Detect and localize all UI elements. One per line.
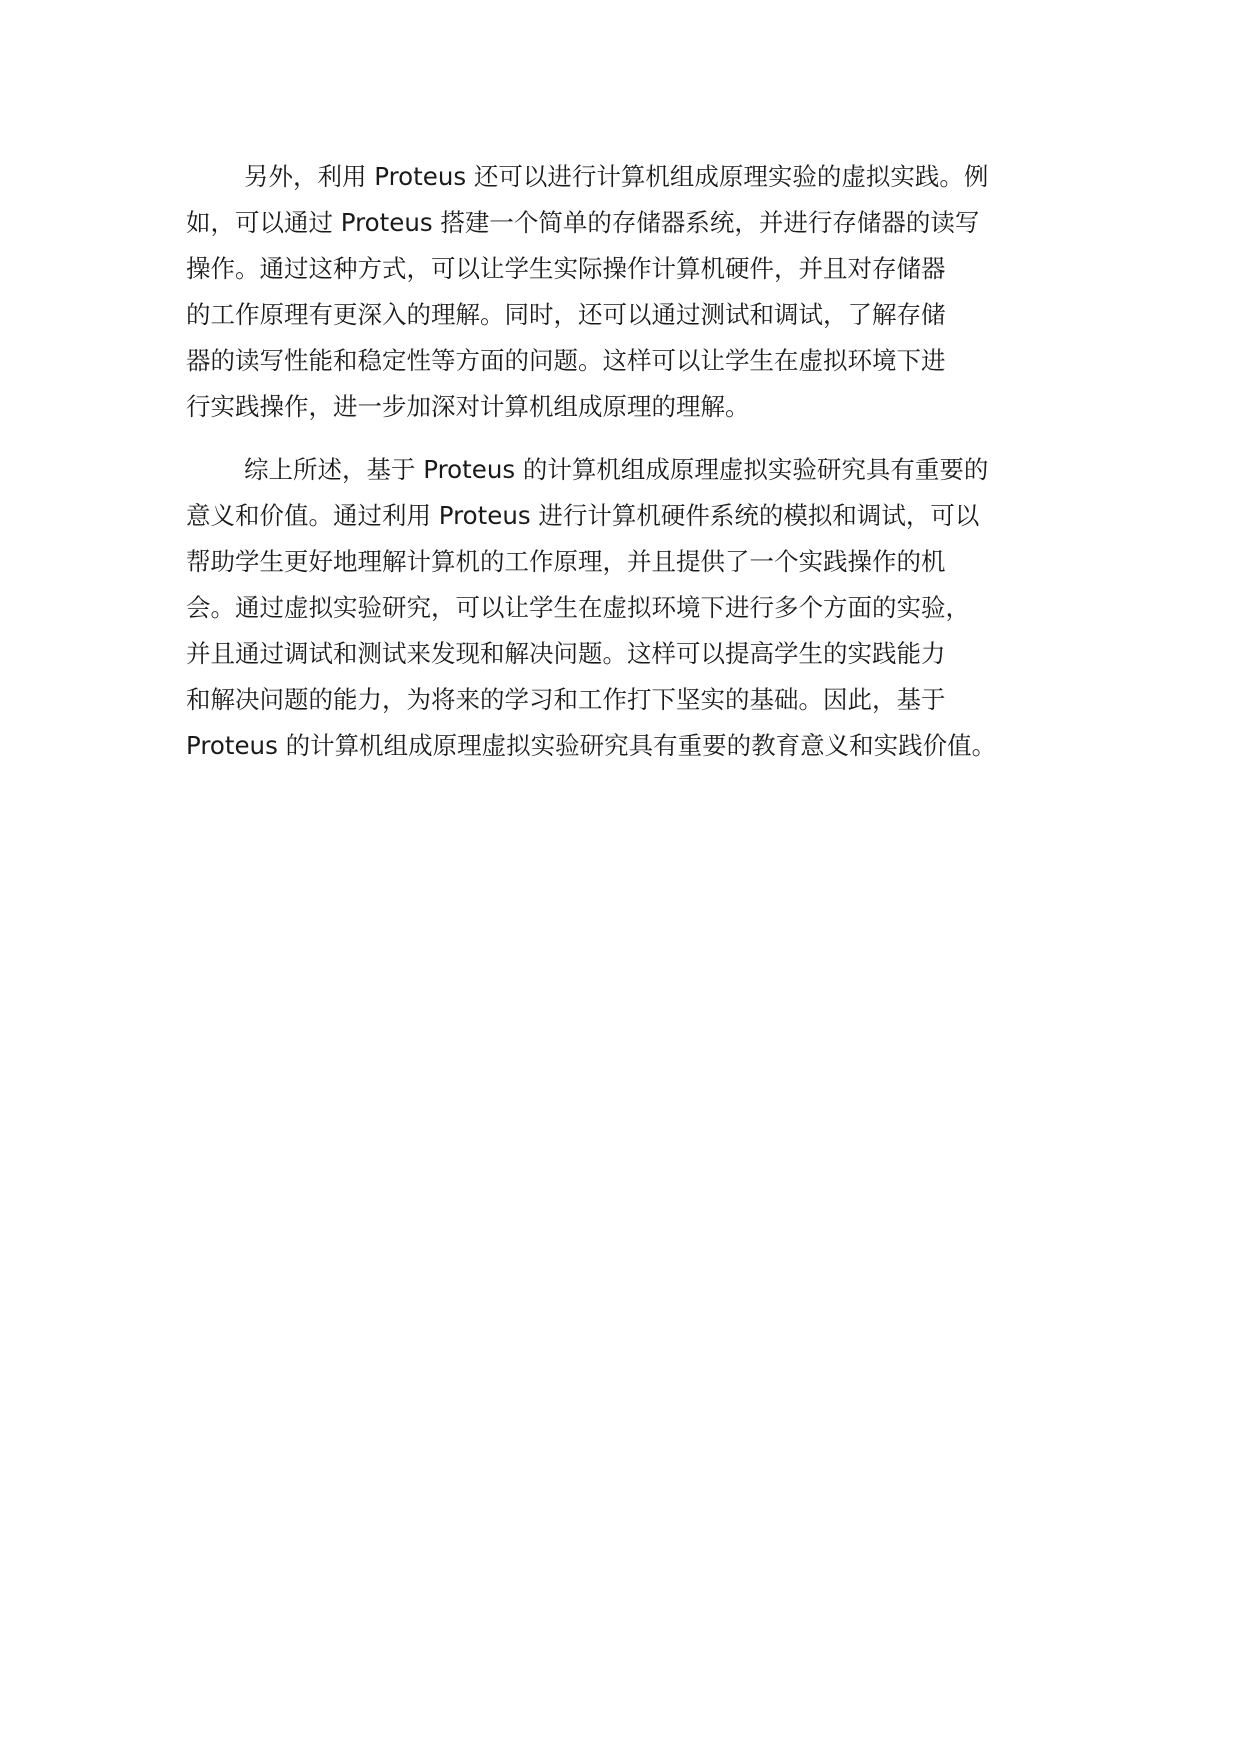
text-line: 意义和价值。通过利用 Proteus 进行计算机硬件系统的模拟和调试，可以 (186, 501, 980, 530)
text-line: 另外，利用 Proteus 还可以进行计算机组成原理实验的虚拟实践。例 (244, 162, 989, 191)
paragraph-virtual-practice (186, 154, 1066, 430)
text-line: 和解决问题的能力，为将来的学习和工作打下坚实的基础。因此，基于 (186, 685, 946, 714)
text-line: 综上所述，基于 Proteus 的计算机组成原理虚拟实验研究具有重要的 (244, 455, 989, 484)
document-body (186, 154, 1066, 786)
text-line: 的工作原理有更深入的理解。同时，还可以通过测试和调试，了解存储 (186, 300, 946, 329)
text-line: Proteus 的计算机组成原理虚拟实验研究具有重要的教育意义和实践价值。 (186, 731, 997, 760)
text-line: 操作。通过这种方式，可以让学生实际操作计算机硬件，并且对存储器 (186, 254, 946, 283)
text-line: 帮助学生更好地理解计算机的工作原理，并且提供了一个实践操作的机 (186, 547, 946, 576)
text-line: 行实践操作，进一步加深对计算机组成原理的理解。 (186, 392, 750, 421)
text-line: 并且通过调试和测试来发现和解决问题。这样可以提高学生的实践能力 (186, 639, 946, 668)
text-line: 器的读写性能和稳定性等方面的问题。这样可以让学生在虚拟环境下进 (186, 346, 946, 375)
paragraph-conclusion (186, 447, 1066, 769)
text-line: 会。通过虚拟实验研究，可以让学生在虚拟环境下进行多个方面的实验， (186, 593, 970, 622)
text-line: 如，可以通过 Proteus 搭建一个简单的存储器系统，并进行存储器的读写 (186, 208, 980, 237)
